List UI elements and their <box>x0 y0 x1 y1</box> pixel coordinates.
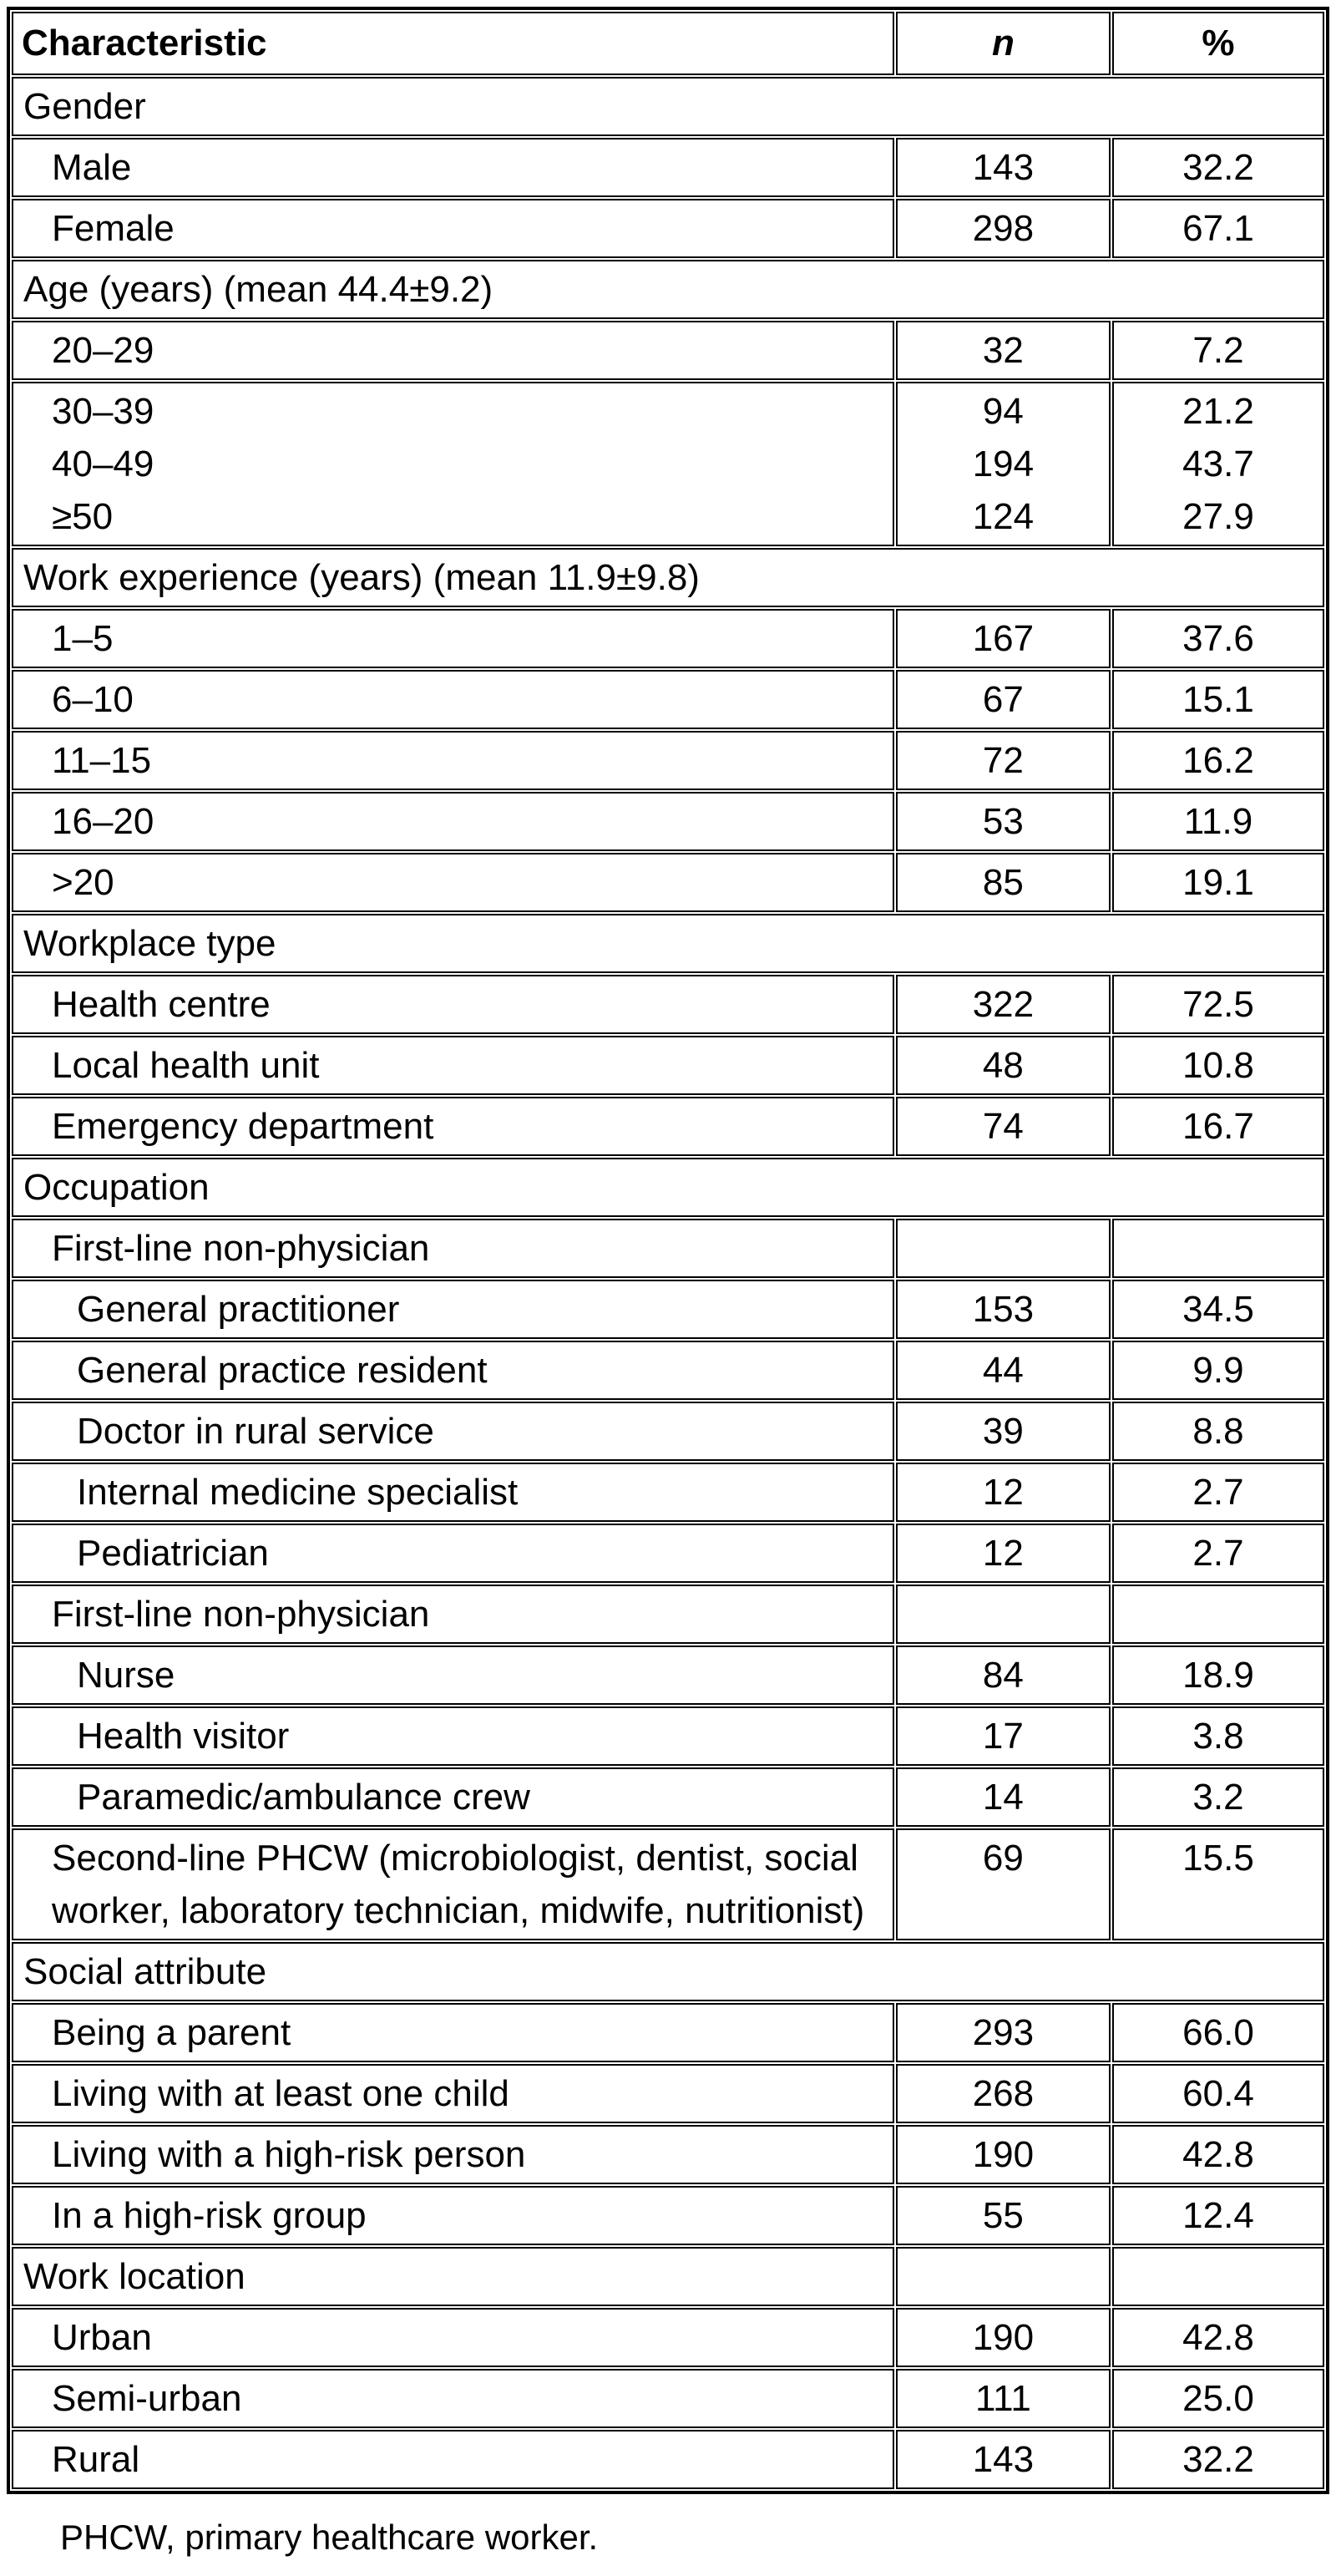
table-row <box>12 2186 1324 2245</box>
characteristic-cell: First-line non-physician <box>12 1585 894 1644</box>
characteristic-cell: In a high-risk group <box>12 2186 894 2245</box>
n-cell: 153 <box>896 1280 1111 1339</box>
characteristic-cell: 1–5 <box>12 609 894 668</box>
characteristic-cell: Paramedic/ambulance crew <box>12 1767 894 1827</box>
n-cell: 32 <box>896 321 1111 380</box>
header-percent: % <box>1112 12 1324 75</box>
percent-cell: 2.7 <box>1112 1524 1324 1583</box>
table-row <box>12 1828 1324 1940</box>
n-cell: 111 <box>896 2369 1111 2428</box>
n-cell: 72 <box>896 731 1111 790</box>
n-cell: 85 <box>896 853 1111 912</box>
percent-cell: 3.2 <box>1112 1767 1324 1827</box>
table-row <box>12 2247 1324 2306</box>
n-cell <box>896 1219 1111 1278</box>
section-label: Gender <box>12 77 1324 136</box>
table-row <box>12 321 1324 380</box>
table-row <box>12 2003 1324 2062</box>
cell-line: 40–49 <box>52 444 154 484</box>
characteristic-cell: 16–20 <box>12 792 894 851</box>
percent-cell: 7.2 <box>1112 321 1324 380</box>
table-row <box>12 1767 1324 1827</box>
section-row <box>12 548 1324 607</box>
n-cell: 14 <box>896 1767 1111 1827</box>
table-row <box>12 2308 1324 2367</box>
characteristic-cell: Being a parent <box>12 2003 894 2062</box>
percent-cell: 72.5 <box>1112 975 1324 1034</box>
cell-line: 27.9 <box>1182 496 1254 537</box>
table-row <box>12 792 1324 851</box>
section-label: Age (years) (mean 44.4±9.2) <box>12 260 1324 319</box>
n-cell: 44 <box>896 1341 1111 1400</box>
percent-cell <box>1112 1219 1324 1278</box>
characteristic-cell: Work location <box>12 2247 894 2306</box>
table-row <box>12 2064 1324 2123</box>
section-row <box>12 77 1324 136</box>
percent-cell: 16.7 <box>1112 1097 1324 1156</box>
cell-line: 124 <box>972 496 1035 537</box>
table-row <box>12 199 1324 258</box>
table-row <box>12 1036 1324 1095</box>
n-cell: 69 <box>896 1828 1111 1940</box>
table-row <box>12 1524 1324 1583</box>
section-row <box>12 914 1324 973</box>
n-cell <box>896 2247 1111 2306</box>
n-cell: 48 <box>896 1036 1111 1095</box>
cell-line: 94 <box>982 391 1024 432</box>
characteristic-cell: General practitioner <box>12 1280 894 1339</box>
n-cell <box>896 1585 1111 1644</box>
n-cell: 293 <box>896 2003 1111 2062</box>
percent-cell: 66.0 <box>1112 2003 1324 2062</box>
percent-cell: 32.2 <box>1112 2430 1324 2489</box>
percent-cell: 10.8 <box>1112 1036 1324 1095</box>
table-row <box>12 138 1324 197</box>
characteristic-cell: Pediatrician <box>12 1524 894 1583</box>
n-cell: 12 <box>896 1463 1111 1522</box>
header-n: n <box>896 12 1111 75</box>
cell-line: ≥50 <box>52 496 114 537</box>
percent-cell: 3.8 <box>1112 1706 1324 1766</box>
header-characteristic: Characteristic <box>12 12 894 75</box>
section-label: Occupation <box>12 1158 1324 1217</box>
characteristic-cell: Living with at least one child <box>12 2064 894 2123</box>
n-cell: 55 <box>896 2186 1111 2245</box>
section-row <box>12 1942 1324 2001</box>
percent-cell: 9.9 <box>1112 1341 1324 1400</box>
table-row <box>12 670 1324 729</box>
n-cell: 143 <box>896 138 1111 197</box>
percent-cell <box>1112 2247 1324 2306</box>
footnote: PHCW, primary healthcare worker. <box>60 2518 599 2557</box>
n-cell: 167 <box>896 609 1111 668</box>
percent-cell: 67.1 <box>1112 199 1324 258</box>
characteristic-cell: Urban <box>12 2308 894 2367</box>
characteristic-cell: Male <box>12 138 894 197</box>
table-row <box>12 382 1324 546</box>
characteristic-cell: Doctor in rural service <box>12 1402 894 1461</box>
table-row <box>12 1280 1324 1339</box>
characteristic-cell: Internal medicine specialist <box>12 1463 894 1522</box>
section-label: Social attribute <box>12 1942 1324 2001</box>
n-cell: 268 <box>896 2064 1111 2123</box>
table-row <box>12 1706 1324 1766</box>
percent-cell: 60.4 <box>1112 2064 1324 2123</box>
n-cell: 298 <box>896 199 1111 258</box>
table-row <box>12 2430 1324 2489</box>
table-row <box>12 853 1324 912</box>
n-cell <box>896 382 1111 546</box>
percent-cell <box>1112 1585 1324 1644</box>
n-cell: 39 <box>896 1402 1111 1461</box>
table-row <box>12 731 1324 790</box>
n-cell: 190 <box>896 2125 1111 2184</box>
percent-cell: 16.2 <box>1112 731 1324 790</box>
characteristic-cell: Nurse <box>12 1645 894 1705</box>
percent-cell: 18.9 <box>1112 1645 1324 1705</box>
n-cell: 53 <box>896 792 1111 851</box>
characteristic-cell <box>12 382 894 546</box>
table-row <box>12 2369 1324 2428</box>
characteristic-cell: Emergency department <box>12 1097 894 1156</box>
characteristic-cell: >20 <box>12 853 894 912</box>
characteristic-cell: Living with a high-risk person <box>12 2125 894 2184</box>
table-row <box>12 1219 1324 1278</box>
characteristic-cell: 6–10 <box>12 670 894 729</box>
characteristic-cell: Semi-urban <box>12 2369 894 2428</box>
percent-cell: 11.9 <box>1112 792 1324 851</box>
characteristic-cell: First-line non-physician <box>12 1219 894 1278</box>
characteristic-cell: Second-line PHCW (microbiologist, dentist, social worker, laboratory technician, midwife, nutritionist) <box>12 1828 894 1940</box>
cell-line: 30–39 <box>52 391 154 432</box>
section-row <box>12 1158 1324 1217</box>
table-row <box>12 1645 1324 1705</box>
percent-cell: 2.7 <box>1112 1463 1324 1522</box>
cell-line: 21.2 <box>1182 391 1254 432</box>
table-row <box>12 1402 1324 1461</box>
table-row <box>12 975 1324 1034</box>
characteristic-cell: 20–29 <box>12 321 894 380</box>
n-cell: 190 <box>896 2308 1111 2367</box>
percent-cell: 32.2 <box>1112 138 1324 197</box>
percent-cell <box>1112 382 1324 546</box>
section-label: Workplace type <box>12 914 1324 973</box>
cell-line: 43.7 <box>1182 444 1254 484</box>
table-row <box>12 1463 1324 1522</box>
percent-cell: 25.0 <box>1112 2369 1324 2428</box>
table-row <box>12 1341 1324 1400</box>
characteristic-cell: Female <box>12 199 894 258</box>
percent-cell: 15.5 <box>1112 1828 1324 1940</box>
percent-cell: 42.8 <box>1112 2308 1324 2367</box>
characteristic-cell: Health centre <box>12 975 894 1034</box>
percent-cell: 19.1 <box>1112 853 1324 912</box>
header-row <box>12 12 1324 75</box>
table-head <box>12 12 1324 75</box>
percent-cell: 15.1 <box>1112 670 1324 729</box>
n-cell: 17 <box>896 1706 1111 1766</box>
n-cell: 12 <box>896 1524 1111 1583</box>
percent-cell: 34.5 <box>1112 1280 1324 1339</box>
characteristic-cell: Local health unit <box>12 1036 894 1095</box>
table-row <box>12 609 1324 668</box>
characteristic-cell: Health visitor <box>12 1706 894 1766</box>
n-cell: 74 <box>896 1097 1111 1156</box>
cell-line: 194 <box>972 444 1035 484</box>
characteristic-cell: 11–15 <box>12 731 894 790</box>
n-cell: 67 <box>896 670 1111 729</box>
table-body <box>12 77 1324 2489</box>
characteristics-table <box>7 7 1329 2494</box>
characteristic-cell: General practice resident <box>12 1341 894 1400</box>
percent-cell: 8.8 <box>1112 1402 1324 1461</box>
table-row <box>12 2125 1324 2184</box>
characteristic-cell: Rural <box>12 2430 894 2489</box>
table-row <box>12 1585 1324 1644</box>
section-row <box>12 260 1324 319</box>
n-cell: 322 <box>896 975 1111 1034</box>
percent-cell: 37.6 <box>1112 609 1324 668</box>
n-cell: 143 <box>896 2430 1111 2489</box>
percent-cell: 42.8 <box>1112 2125 1324 2184</box>
n-cell: 84 <box>896 1645 1111 1705</box>
percent-cell: 12.4 <box>1112 2186 1324 2245</box>
section-label: Work experience (years) (mean 11.9±9.8) <box>12 548 1324 607</box>
table-row <box>12 1097 1324 1156</box>
